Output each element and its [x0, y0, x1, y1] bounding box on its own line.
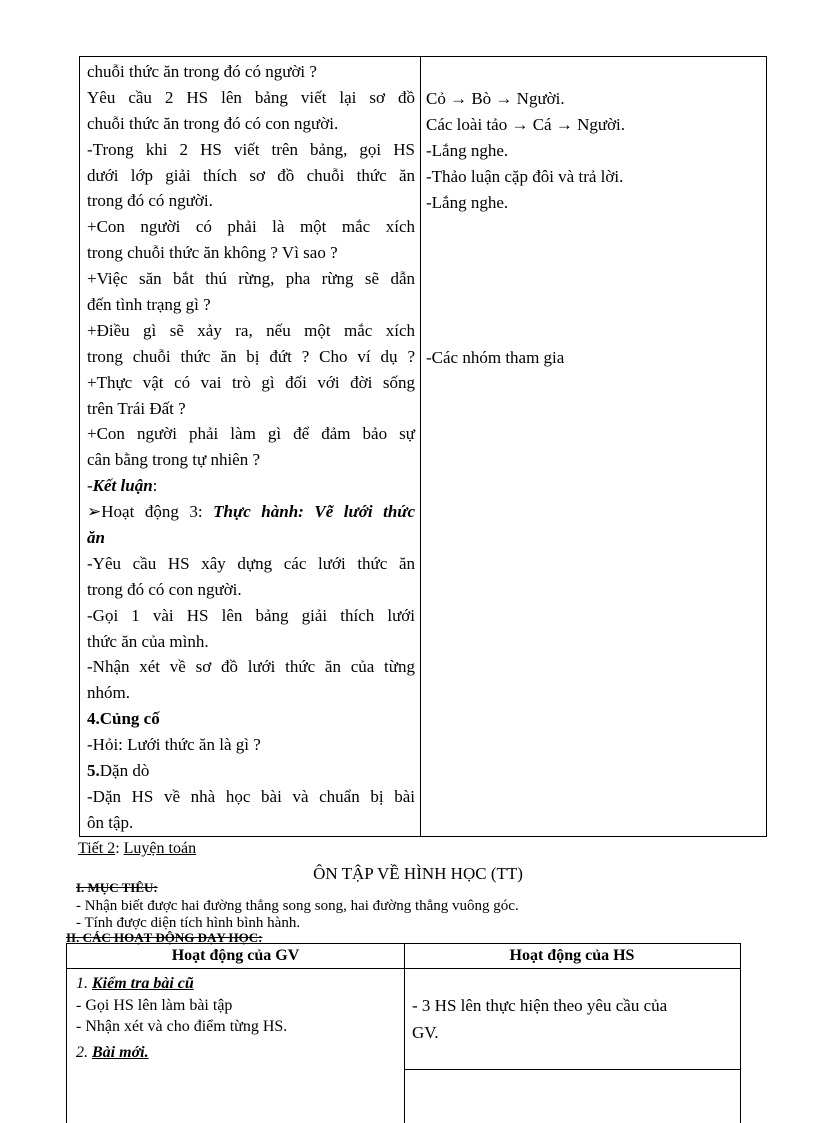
- ket-luan-label: Kết luận: [92, 476, 153, 496]
- gv-line: - Nhận xét và cho điểm từng HS.: [76, 1018, 288, 1035]
- hs-line: -Lắng nghe.: [426, 141, 509, 160]
- hs-line: -Các nhóm tham gia: [426, 348, 565, 367]
- gv-line: -Hỏi: Lưới thức ăn là gì ?: [87, 735, 261, 755]
- objective-line: - Tính được diện tích hình bình hành.: [76, 915, 301, 931]
- gv-line: -Gọi 1 vài HS lên bảng giải thích lưới: [87, 605, 415, 625]
- teacher-activity-column: [87, 59, 415, 836]
- dan-do-heading: 5.Dặn dò: [87, 761, 150, 781]
- gv-line: +Việc săn bắt thú rừng, pha rừng sẽ dẫn: [87, 269, 415, 289]
- gv-line: dưới lớp giải thích sơ đồ chuỗi thức ăn: [87, 165, 415, 185]
- gv-line: -Nhận xét về sơ đồ lưới thức ăn của từng: [87, 657, 415, 677]
- arrow-bullet-icon: ➢: [87, 502, 102, 522]
- header-teacher-activity: Hoạt động của GV: [171, 947, 300, 964]
- gv-line: nhóm.: [87, 683, 130, 703]
- header-divider: [67, 968, 740, 969]
- gv-line: trên Trái Đất ?: [87, 398, 186, 418]
- gv-line: trong chuỗi thức ăn không ? Vì sao ?: [87, 243, 338, 263]
- objective-line: - Nhận biết được hai đường thẳng song song, hai đường thẳng vuông góc.: [76, 898, 519, 914]
- activity-3-heading: ➢Hoạt động 3: Thực hành: Vẽ lưới thức: [87, 502, 415, 522]
- hs-line: GV.: [412, 1023, 439, 1042]
- gv-line: trong đó có người.: [87, 191, 213, 211]
- review-heading: 1. Kiểm tra bài cũ: [76, 975, 194, 992]
- gv-line: +Con người phải làm gì để đảm bảo sự: [87, 424, 415, 444]
- gv-line: +Con người có phải là một mắc xích: [87, 217, 415, 237]
- gv-line: thức ăn của mình.: [87, 631, 209, 651]
- activity-3-heading-cont: ăn: [87, 528, 105, 548]
- gv-line: - Gọi HS lên làm bài tập: [76, 997, 233, 1014]
- gv-line: +Thực vật có vai trò gì đối với đời sống: [87, 372, 415, 392]
- hs-line: -Thảo luận cặp đôi và trả lời.: [426, 167, 624, 186]
- hs-line: Cỏ → Bò → Người.: [426, 89, 565, 108]
- period-label: Tiết 2: Luyện toán: [78, 840, 197, 857]
- gv-line: Yêu cầu 2 HS lên bảng viết lại sơ đồ: [87, 87, 415, 107]
- gv-line: -Yêu cầu HS xây dựng các lưới thức ăn: [87, 553, 415, 573]
- lesson-title: ÔN TẬP VỀ HÌNH HỌC (TT): [313, 864, 523, 883]
- gv-line: trong chuỗi thức ăn bị đứt ? Cho ví dụ ?: [87, 346, 415, 366]
- hs-line: - 3 HS lên thực hiện theo yêu cầu của: [412, 996, 668, 1015]
- hs-line: Các loài tảo → Cá → Người.: [426, 115, 626, 134]
- gv-line: +Điều gì sẽ xảy ra, nếu một mắc xích: [87, 320, 415, 340]
- gv-line: chuỗi thức ăn trong đó có người ?: [87, 62, 317, 81]
- cung-co-heading: 4.Củng cố: [87, 709, 160, 729]
- column-divider: [420, 57, 421, 836]
- activities-heading: II. CÁC HOẠT ĐỘNG DẠY HỌC:: [66, 930, 263, 945]
- gv-line: chuỗi thức ăn trong đó có con người.: [87, 113, 339, 133]
- ket-luan-heading: -Kết luận:: [87, 476, 158, 496]
- lesson-activity-table: [79, 56, 767, 837]
- gv-line: đến tình trạng gì ?: [87, 295, 211, 315]
- row-divider: [404, 1069, 740, 1070]
- gv-line: ôn tập.: [87, 812, 134, 832]
- hs-line: -Lắng nghe.: [426, 193, 509, 212]
- objectives-heading: I. MỤC TIÊU:: [76, 880, 158, 895]
- gv-line: cân bằng trong tự nhiên ?: [87, 450, 261, 470]
- new-lesson-heading: 2. Bài mới.: [76, 1044, 149, 1061]
- header-student-activity: Hoạt động của HS: [509, 947, 635, 964]
- gv-line: -Trong khi 2 HS viết trên bảng, gọi HS: [87, 139, 415, 159]
- activities-table: [66, 943, 741, 1123]
- gv-line: trong đó có con người.: [87, 579, 242, 599]
- column-divider: [404, 944, 405, 1123]
- gv-line: -Dặn HS về nhà học bài và chuẩn bị bài: [87, 786, 415, 806]
